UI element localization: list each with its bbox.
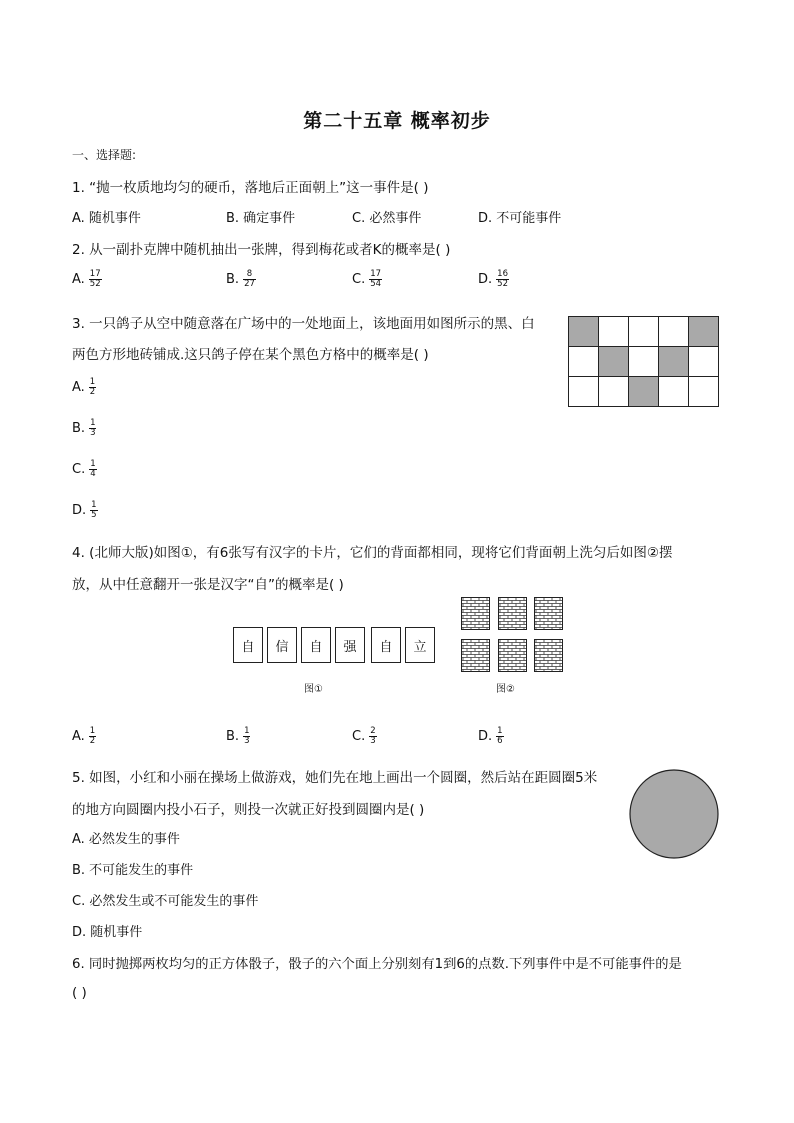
numerator: 1 (91, 500, 97, 510)
q3-stem-line1: 3. 一只鸽子从空中随意落在广场中的一处地面上，该地面用如图所示的黑、白 (72, 316, 535, 332)
q2-option-b (226, 270, 256, 289)
fraction (89, 270, 102, 289)
denominator: 4 (90, 469, 96, 479)
numerator: 8 (243, 270, 256, 280)
figure-1-caption: 图① (304, 684, 323, 695)
card-face: 立 (405, 627, 435, 663)
page-title: 第二十五章 概率初步 (303, 110, 491, 132)
card-face: 自 (371, 627, 401, 663)
numerator: 1 (90, 459, 96, 469)
denominator: 27 (244, 279, 255, 289)
black-tile (569, 317, 599, 347)
fraction (496, 727, 503, 746)
card-back (498, 597, 527, 630)
option-label: A. (72, 272, 85, 287)
option-label: B. (226, 272, 240, 287)
numerator: 1 (497, 726, 503, 736)
denominator: 3 (244, 736, 250, 746)
fraction (369, 727, 376, 746)
q5-stem-line2: 的地方向圆圈内投小石子，则投一次就正好投到圆圈内是( ) (72, 802, 425, 818)
numerator: 1 (244, 726, 250, 736)
denominator: 52 (497, 279, 508, 289)
white-tile (599, 317, 629, 347)
q2-stem: 2. 从一副扑克牌中随机抽出一张牌，得到梅花或者K的概率是( ) (72, 242, 451, 258)
white-tile (599, 377, 629, 407)
q3-stem-line2: 两色方形地砖铺成.这只鸽子停在某个黑色方格中的概率是( ) (72, 347, 429, 363)
q3-option-b (72, 419, 96, 438)
card-face: 自 (301, 627, 331, 663)
white-tile (689, 377, 719, 407)
q4-option-a (72, 727, 96, 746)
option-label: D. (478, 729, 493, 744)
option-label: B. (226, 729, 240, 744)
q1-option-a: A. 随机事件 (72, 211, 141, 226)
numerator: 1 (89, 726, 96, 736)
card-back (461, 639, 490, 672)
q3-option-d (72, 501, 98, 520)
q5-option-a: A. 必然发生的事件 (72, 832, 180, 847)
q4-option-d (478, 727, 504, 746)
option-label: D. (478, 272, 493, 287)
option-label: C. (352, 729, 366, 744)
card-back (534, 639, 563, 672)
tile-row (569, 377, 719, 407)
fraction (90, 501, 97, 520)
q1-option-c: C. 必然事件 (352, 211, 422, 226)
numerator: 2 (370, 726, 376, 736)
q2-option-d (478, 270, 509, 289)
fraction (243, 727, 250, 746)
denominator: 6 (497, 736, 503, 746)
fraction (496, 270, 509, 289)
fraction (89, 419, 96, 438)
white-tile (629, 317, 659, 347)
card-face: 信 (267, 627, 297, 663)
q2-option-c (352, 270, 382, 289)
option-label: A. (72, 729, 85, 744)
q4-stem-line1: 4. (北师大版)如图①，有6张写有汉字的卡片，它们的背面都相同，现将它们背面朝上洗匀后如图②摆 (72, 545, 673, 561)
numerator: 17 (89, 269, 101, 279)
option-label: A. (72, 380, 85, 395)
option-label: C. (72, 462, 86, 477)
q1-option-d: D. 不可能事件 (478, 211, 562, 226)
q5-stem-line1: 5. 如图，小红和小丽在操场上做游戏，她们先在地上画出一个圆圈，然后站在距圆圈5米 (72, 770, 598, 786)
black-tile (659, 347, 689, 377)
card-back (461, 597, 490, 630)
q6-stem-line2: ( ) (72, 985, 87, 1001)
fraction (369, 270, 382, 289)
numerator: 17 (370, 269, 382, 279)
q5-option-d: D. 随机事件 (72, 925, 143, 940)
white-tile (569, 347, 599, 377)
numerator: 1 (89, 377, 96, 387)
option-label: B. (72, 421, 86, 436)
white-tile (629, 347, 659, 377)
black-tile (629, 377, 659, 407)
q4-option-b (226, 727, 250, 746)
q4-stem-line2: 放，从中任意翻开一张是汉字“自”的概率是( ) (72, 577, 344, 593)
figure-2-caption: 图② (496, 684, 515, 695)
fraction (89, 460, 96, 479)
q5-option-c: C. 必然发生或不可能发生的事件 (72, 894, 259, 909)
black-tile (689, 317, 719, 347)
circle-figure (628, 768, 720, 860)
q6-stem-line1: 6. 同时抛掷两枚均匀的正方体骰子，骰子的六个面上分别刻有1到6的点数.下列事件中是不可能事件的是 (72, 957, 682, 972)
tile-grid-figure (568, 316, 719, 407)
denominator: 2 (89, 387, 96, 397)
card-back (534, 597, 563, 630)
q1-option-b: B. 确定事件 (226, 211, 296, 226)
q2-option-a (72, 270, 102, 289)
fraction (89, 378, 96, 397)
section-heading: 一、选择题: (72, 148, 137, 162)
card-face: 强 (335, 627, 365, 663)
white-tile (569, 377, 599, 407)
white-tile (659, 377, 689, 407)
option-label: C. (352, 272, 366, 287)
q4-option-c (352, 727, 377, 746)
denominator: 3 (370, 736, 376, 746)
white-tile (689, 347, 719, 377)
card-back (498, 639, 527, 672)
card-face: 自 (233, 627, 263, 663)
q3-option-c (72, 460, 97, 479)
denominator: 3 (90, 428, 96, 438)
q1-stem: 1. “抛一枚质地均匀的硬币，落地后正面朝上”这一事件是( ) (72, 180, 429, 196)
numerator: 1 (90, 418, 96, 428)
tile-row (569, 347, 719, 377)
denominator: 52 (89, 279, 101, 289)
fraction (243, 270, 256, 289)
white-tile (659, 317, 689, 347)
denominator: 2 (89, 736, 96, 746)
denominator: 54 (370, 279, 382, 289)
q5-option-b: B. 不可能发生的事件 (72, 863, 194, 878)
denominator: 5 (91, 510, 97, 520)
q3-option-a (72, 378, 96, 397)
fraction (89, 727, 96, 746)
numerator: 16 (497, 269, 508, 279)
black-tile (599, 347, 629, 377)
option-label: D. (72, 503, 87, 518)
tile-row (569, 317, 719, 347)
